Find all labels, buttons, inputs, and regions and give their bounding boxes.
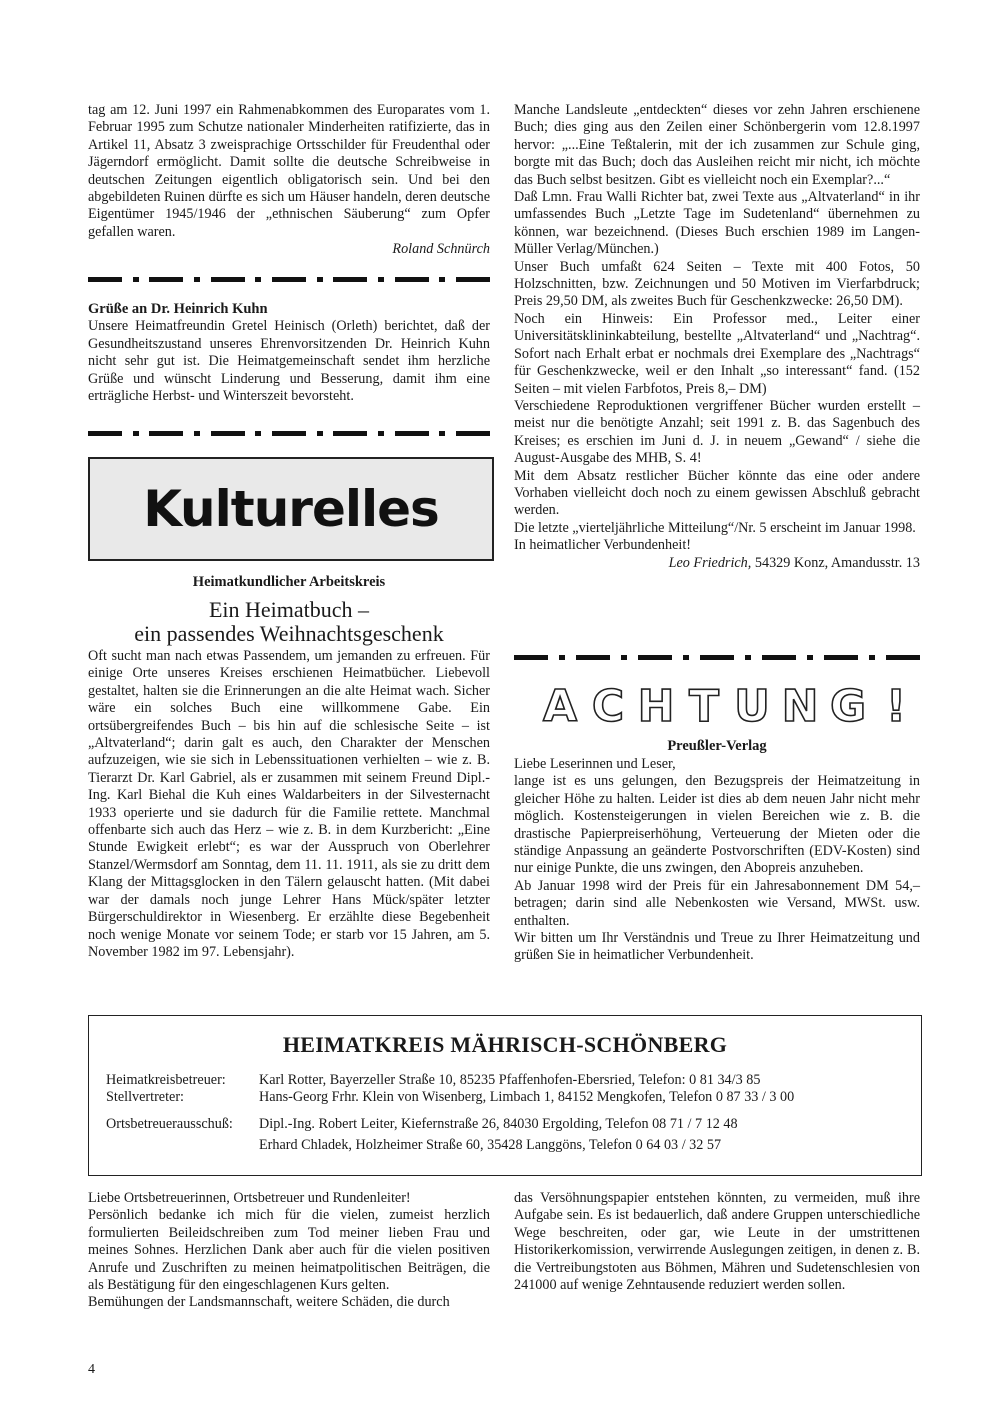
- author-signature: [514, 555, 920, 572]
- article-continuation: [88, 102, 490, 259]
- paragraph: Noch ein Hinweis: Ein Professor med., Leiter einer Universitätsklininkabteilung, bestellte „Altvaterland“ und „Nachtrag“. Sofort nach Erhalt erbat er nochmals drei Exemplare des „Nachtrags“ für Geschenkzwecke, weil er den Inhalt „so interessant“ fand. (152 Seiten – mit vielen Farbfotos, Preis 8,– DM): [514, 310, 920, 397]
- paragraph: Ab Januar 1998 wird der Preis für ein Jahresabonnement DM 54,– betragen; darin sind alle Nebenkosten wie Versand, MWSt. usw. enthalten.: [514, 877, 920, 929]
- contact-value: Hans-Georg Frhr. Klein von Wisenberg, Limbach 1, 84152 Mengkofen, Telefon 0 87 33 / 3 00: [259, 1089, 795, 1105]
- price-notice: [514, 756, 920, 965]
- section-divider: [88, 430, 490, 436]
- paragraph: Verschiedene Reproduktionen vergriffener Bücher wurden erstellt – meist nur die benötigte Anzahl; seit 1991 z. B. das Sagenbuch des Kreises; es erschien im Juni d. J. in neuem „Gewand“ / siehe die August-Ausgabe des MHB, S. 4!: [514, 397, 920, 467]
- title-line: Ein Heimatbuch –: [208, 597, 370, 622]
- contact-label: Stellvertreter:: [106, 1089, 184, 1105]
- signature-name: Leo Friedrich,: [668, 554, 752, 571]
- achtung-banner: [536, 681, 920, 727]
- achtung-letter: A: [542, 681, 578, 727]
- closing: In heimatlicher Verbundenheit!: [514, 537, 692, 554]
- contact-label: Ortsbetreuerausschuß:: [106, 1116, 233, 1132]
- greeting-body: Unsere Heimatfreundin Gretel Heinisch (Orleth) berichtet, daß der Gesundheitszustand unseres Ehrenvorsitzenden Dr. Heinrich Kuhn nicht sehr gut ist. Die Heimatgemeinschaft sendet ihm herzliche Grüße und wünscht Linderung und Besserung, damit ihm eine erträgliche Herbst- und Winterszeit bevorsteht.: [88, 318, 490, 405]
- paragraph: Unser Buch umfaßt 624 Seiten – Texte mit 400 Fotos, 50 Holzschnitten, bzw. Zeichnungen und 50 Motiven im Vierfarbdruck; Preis 29,50 DM, als zweites Buch für Geschenkzwecke: 26,50 DM).: [514, 258, 920, 310]
- title-line: ein passendes Weihnachtsgeschenk: [134, 621, 444, 646]
- contact-value: Dipl.-Ing. Robert Leiter, Kiefernstraße 26, 84030 Ergolding, Telefon 08 71 / 7 12 48: [259, 1116, 738, 1132]
- heimatkreis-title: HEIMATKREIS MÄHRISCH-SCHÖNBERG: [282, 1032, 728, 1057]
- contact-value: Karl Rotter, Bayerzeller Straße 10, 85235 Pfaffenhofen-Ebersried, Telefon: 0 81 34/3 85: [259, 1072, 761, 1088]
- signature-address: 54329 Konz, Amandusstr. 13: [751, 554, 920, 571]
- publisher-heading: Preußler-Verlag: [667, 738, 767, 754]
- paragraph: Liebe Ortsbetreuerinnen, Ortsbetreuer und Rundenleiter!: [88, 1190, 411, 1206]
- achtung-letter: !: [885, 681, 907, 727]
- heimatkreis-box: [88, 1015, 922, 1176]
- salutation: Liebe Leserinnen und Leser,: [514, 756, 676, 772]
- paragraph: Persönlich bedanke ich mich für die vielen, zumeist herzlich formulierten Beileidschreiben zum Tod meiner lieben Frau und meines Sohnes. Herzlichen Dank aber auch für die vielen positiven Anrufe und Zuschriften zu meinen heimatpolitischen Beiträgen, die als Bestätigung für den eingeschlagenen Kurs gelten.: [88, 1207, 490, 1294]
- heimatbuch-continued: [514, 102, 920, 572]
- achtung-letter: T: [688, 681, 720, 727]
- section-divider: [514, 654, 920, 660]
- paragraph: das Versöhnungspapier entstehen könnten, zu vermeiden, muß ihre Aufgabe sein. Es ist bedauerlich, daß andere Gruppen unterschiedliche Wege beschreiten, oder gar, wie Leute in der umstrittenen Historikerkomission, verwirrende Auslegungen zeitigen, in denen z. B. die Vertreibungstoten aus Böhmen, Mähren und Sudetenschlesien von 241000 auf wenige Zehntausende reduziert werden sollen.: [514, 1190, 920, 1294]
- author-signature: Roland Schnürch: [392, 241, 490, 258]
- paragraph: Die letzte „vierteljährliche Mitteilung“/Nr. 5 erscheint im Januar 1998.: [514, 519, 916, 536]
- achtung-letter: H: [637, 681, 675, 727]
- paragraph: Wir bitten um Ihr Verständnis und Treue zu Ihrer Heimatzeitung und grüßen Sie in heimatlicher Verbundenheit.: [514, 930, 920, 964]
- paragraph: Bemühungen der Landsmannschaft, weitere Schäden, die durch: [88, 1294, 450, 1311]
- achtung-letter: U: [734, 681, 770, 727]
- contact-value: Erhard Chladek, Holzheimer Straße 60, 35428 Langgöns, Telefon 0 64 03 / 32 57: [259, 1137, 722, 1153]
- greeting-heading: Grüße an Dr. Heinrich Kuhn: [88, 301, 268, 317]
- paragraph: Daß Lmn. Frau Walli Richter bat, zwei Texte aus „Altvaterland“ in ihr umfassendes Buch „Letzte Tage im Sudetenland“ übernehmen zu können, war bezeichnend. (Dieses Buch erschien 1989 im Langen-Müller Verlag/München.): [514, 189, 920, 258]
- page-number: 4: [88, 1362, 95, 1377]
- article-title: [88, 598, 490, 646]
- section-divider: [88, 276, 490, 282]
- achtung-letter: N: [781, 681, 819, 727]
- article-kicker: Heimatkundlicher Arbeitskreis: [192, 574, 386, 590]
- article-body: Oft sucht man nach etwas Passendem, um jemanden zu erfreuen. Für einige Orte unseres Kreises erschienen Heimatbücher. Liebevoll gestaltet, halten sie die Erinnerungen an die alte Heimat wach. Sicher wäre ein solches Buch eine willkommene Gabe. Ein ortsübergreifendes Buch – bis hin auf die schlesische Seite – ist „Altvaterland“; darin galt es auch, den Charakter der Menschen aufzuzeigen, wie sie sich in Lebenssituationen verhielten – wie z. B. Tierarzt Dr. Karl Gabriel, als er zusammen mit seinem Freund Dipl.-Ing. Karl Biehal die Kuh eines Waldarbeiters in der Silvesternacht 1933 operierte und sie dadurch für die Familie rettete. Manchmal offenbarte sich auch das Herz – wie z. B. in dem Kurzbericht: „Eine Stunde Ewigkeit erlebt“; es war der Ausspruch von Oberlehrer Stanzel/Wermsdorf am Sonntag, dem 11. 11. 1911, als sie zu dritt dem Klang der Mittagsglocken in den Tälern gelauscht hatten. (Mit dabei war der damals noch junge Lehrer Hans Mück/später letzter Bürgerschuldirektor in Wiesenberg. Er erzählte diese Begebenheit noch wenige Monate vor seinem Tode; er starb vor 15 Jahren, am 5. November 1982 im 97. Lebensjahr).: [88, 648, 490, 960]
- kulturelles-banner: [88, 457, 494, 561]
- paragraph: lange ist es uns gelungen, den Bezugspreis der Heimatzeitung in gleicher Höhe zu halten. Leider ist dies ab dem neuen Jahr nicht mehr möglich. Kostensteigerungen in vielen Bereichen wie z. B. die drastische Papierpreiserhöhung, Verteuerung der Mieten oder die ständige Anpassung an geänderte Postvorschriften (EDV-Kosten) sind nur einige Punkte, die uns zwingen, den Abopreis anzuheben.: [514, 773, 920, 877]
- paragraph: Mit dem Absatz restlicher Bücher könnte das eine oder andere Vorhaben vielleicht doch noch zu einem gewissen Abschluß gebracht werden.: [514, 467, 920, 519]
- heimatbuch-article: [88, 648, 490, 961]
- achtung-letter: G: [829, 681, 867, 727]
- achtung-letter: C: [591, 681, 625, 727]
- paragraph: Manche Landsleute „entdeckten“ dieses vor zehn Jahren erschienene Buch; dies ging aus den Zeilen einer Schönbergerin vom 12.8.1997 hervor: „...Eine Teßtalerin, mit der ich zusammen zur Schule ging, borgte mit das Buch; doch das Ausleihen reicht mir nicht, ich möchte das Buch selbst besitzen. Gibt es vielleicht noch ein Exemplar?...“: [514, 102, 920, 188]
- banner-title: Kulturelles: [143, 480, 439, 538]
- continuation-paragraph: tag am 12. Juni 1997 ein Rahmenabkommen des Europarates vom 1. Februar 1995 zum Schutze nationaler Minderheiten ratifizierte, das in Artikel 11, Absatz 3 zweisprachige Ortsschilder für Freudenthal oder Jägerndorf ermöglicht. Damit sollte die deutsche Schreibweise in deutschen Zeitungen eigentlich obligatorisch sein. Und bei den abgebildeten Ruinen dürfte es sich um Häuser handeln, deren deutsche Eigentümer 1945/1946 der „ethnischen Säuberung“ zum Opfer gefallen waren.: [88, 102, 490, 240]
- contact-label: Heimatkreisbetreuer:: [106, 1072, 226, 1088]
- bottom-left-text: [88, 1190, 490, 1312]
- bottom-right-text: [514, 1190, 920, 1294]
- greeting-article: [88, 301, 490, 405]
